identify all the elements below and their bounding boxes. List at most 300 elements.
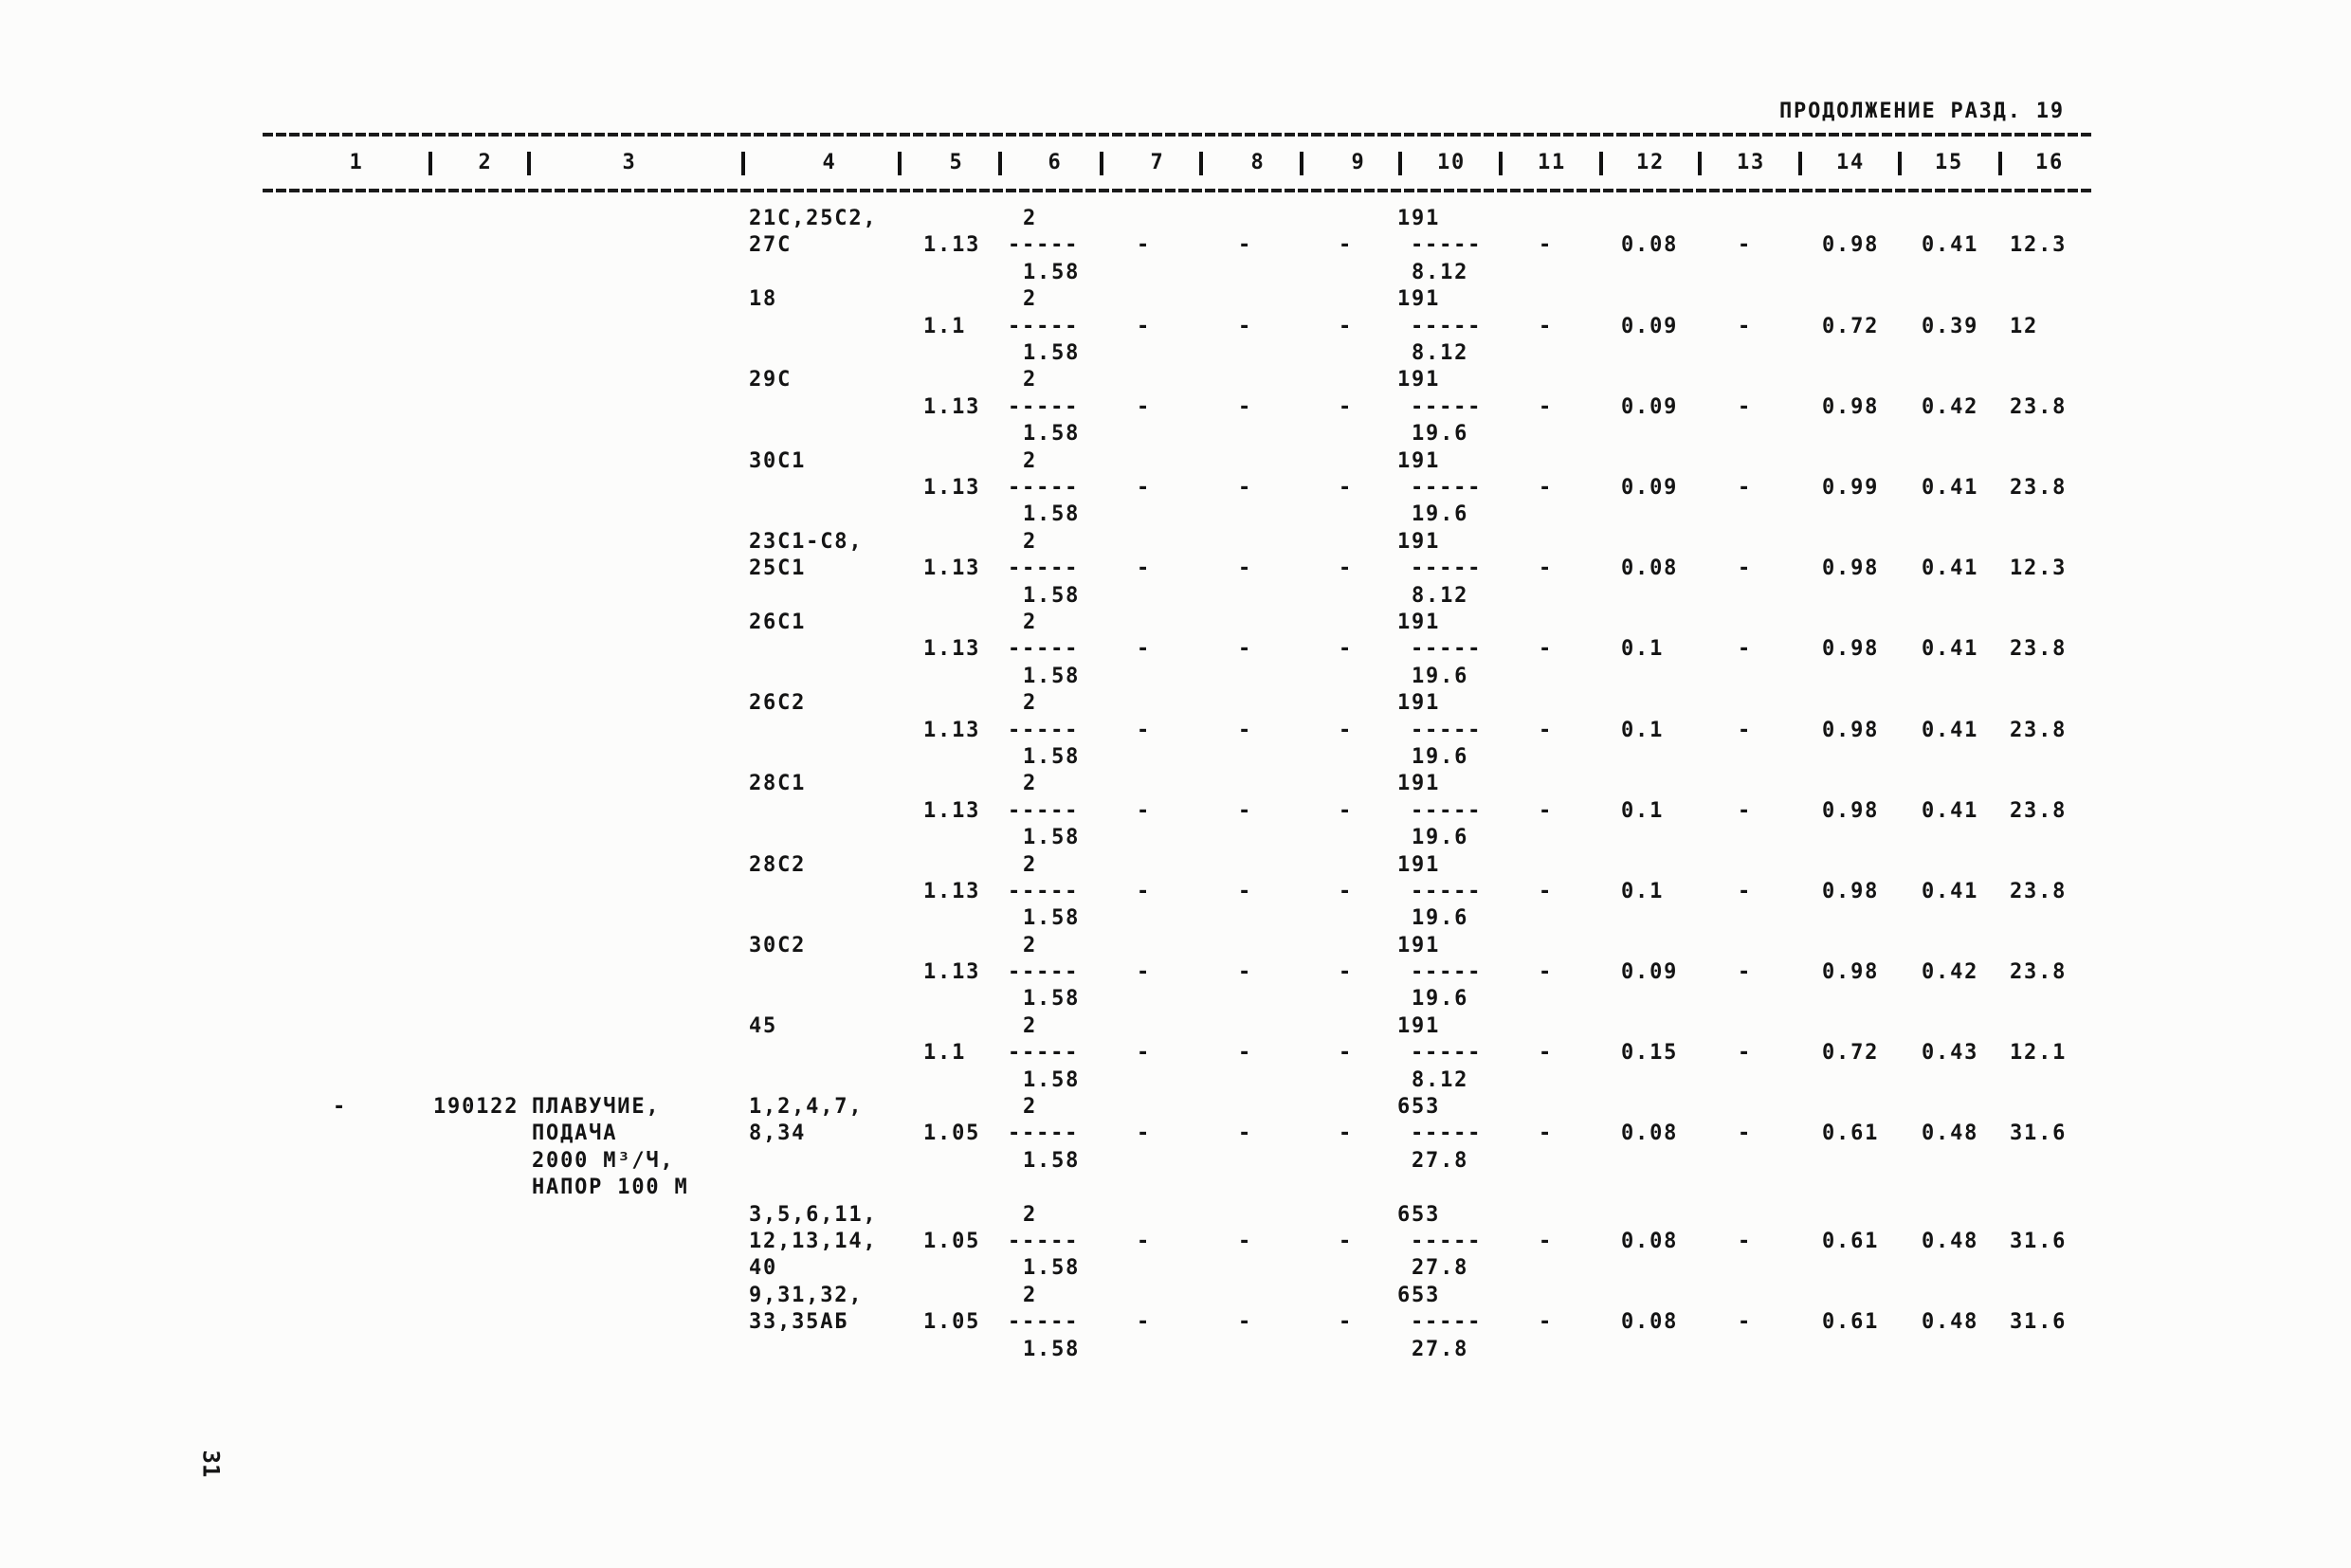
cell-col10-numerator: 191 bbox=[1397, 287, 1441, 312]
cell-col11: - bbox=[1539, 960, 1554, 985]
cell-col7: - bbox=[1137, 960, 1152, 985]
cell-col14: 0.61 bbox=[1822, 1121, 1880, 1146]
cell-col10-numerator: 191 bbox=[1397, 610, 1441, 634]
header-divider bbox=[1998, 152, 2002, 175]
table-row bbox=[0, 206, 2351, 286]
cell-col16: 23.8 bbox=[2010, 394, 2068, 419]
cell-col6-fraction-bar: ----- bbox=[1008, 879, 1080, 903]
cell-col13: - bbox=[1738, 233, 1753, 258]
cell-col8: - bbox=[1238, 798, 1253, 823]
header-divider bbox=[741, 152, 745, 175]
cell-col10-fraction-bar: ----- bbox=[1411, 1121, 1483, 1146]
cell-col6-numerator: 2 bbox=[1023, 1013, 1038, 1038]
cell-col10-fraction-bar: ----- bbox=[1411, 960, 1483, 985]
cell-col16: 23.8 bbox=[2010, 718, 2068, 742]
cell-col2: 190122 bbox=[433, 1095, 519, 1120]
cell-col14: 0.61 bbox=[1822, 1310, 1880, 1335]
cell-col13: - bbox=[1738, 556, 1753, 581]
cell-col12: 0.09 bbox=[1621, 314, 1679, 338]
cell-col10-fraction-bar: ----- bbox=[1411, 798, 1483, 823]
header-col-14: 14 bbox=[1835, 151, 1866, 174]
cell-col6-fraction-bar: ----- bbox=[1008, 394, 1080, 419]
cell-col8: - bbox=[1238, 1310, 1253, 1335]
cell-col6-numerator: 2 bbox=[1023, 933, 1038, 957]
cell-col14: 0.72 bbox=[1822, 1041, 1880, 1066]
cell-col10-denominator: 19.6 bbox=[1412, 502, 1469, 527]
cell-col4 bbox=[749, 286, 777, 313]
cell-col4 bbox=[749, 1094, 863, 1148]
cell-col15: 0.42 bbox=[1922, 960, 1979, 985]
cell-col9: - bbox=[1339, 637, 1354, 662]
cell-col10-denominator: 19.6 bbox=[1412, 664, 1469, 688]
cell-col6 bbox=[1008, 1283, 1080, 1363]
cell-col11: - bbox=[1539, 798, 1554, 823]
cell-col5: 1.05 bbox=[923, 1121, 981, 1146]
cell-col8: - bbox=[1238, 879, 1253, 903]
cell-col4-line: 27С bbox=[749, 233, 793, 258]
header-col-11: 11 bbox=[1537, 151, 1567, 174]
cell-col9: - bbox=[1339, 314, 1354, 338]
cell-col9: - bbox=[1339, 1121, 1354, 1146]
cell-col5: 1.13 bbox=[923, 879, 981, 903]
table-row bbox=[0, 448, 2351, 529]
header-col-15: 15 bbox=[1934, 151, 1964, 174]
cell-col4-line: 23С1-С8, bbox=[749, 529, 864, 554]
cell-col6 bbox=[1008, 690, 1080, 771]
table-row bbox=[0, 1094, 2351, 1202]
cell-col5: 1.1 bbox=[923, 1041, 967, 1066]
cell-col8: - bbox=[1238, 314, 1253, 338]
header-divider bbox=[1199, 152, 1203, 175]
header-col-9: 9 bbox=[1351, 151, 1366, 174]
cell-col13: - bbox=[1738, 394, 1753, 419]
header-col-3: 3 bbox=[622, 151, 637, 174]
cell-col6-numerator: 2 bbox=[1023, 852, 1038, 877]
cell-col7: - bbox=[1137, 1230, 1152, 1254]
cell-col8: - bbox=[1238, 718, 1253, 742]
cell-col10 bbox=[1397, 448, 1482, 529]
cell-col7: - bbox=[1137, 1310, 1152, 1335]
cell-col13: - bbox=[1738, 1041, 1753, 1066]
cell-col6-fraction-bar: ----- bbox=[1008, 1230, 1080, 1254]
cell-col6-fraction-bar: ----- bbox=[1008, 718, 1080, 742]
table-row bbox=[0, 1202, 2351, 1283]
cell-col4-line: 9,31,32, bbox=[749, 1283, 864, 1307]
table-row bbox=[0, 610, 2351, 690]
cell-col10-numerator: 191 bbox=[1397, 207, 1441, 230]
cell-col5: 1.1 bbox=[923, 314, 967, 338]
cell-col9: - bbox=[1339, 1041, 1354, 1066]
cell-col16: 12 bbox=[2010, 314, 2039, 338]
cell-col6-numerator: 2 bbox=[1023, 207, 1038, 230]
cell-col6-fraction-bar: ----- bbox=[1008, 233, 1080, 258]
header-col-10: 10 bbox=[1436, 151, 1467, 174]
cell-col10-fraction-bar: ----- bbox=[1411, 1310, 1483, 1335]
cell-col4-line: 45 bbox=[749, 1013, 778, 1038]
cell-col7: - bbox=[1137, 556, 1152, 581]
cell-col6-numerator: 2 bbox=[1023, 448, 1038, 473]
cell-col11: - bbox=[1539, 1230, 1554, 1254]
cell-col9: - bbox=[1339, 475, 1354, 500]
cell-col11: - bbox=[1539, 394, 1554, 419]
cell-col5: 1.13 bbox=[923, 556, 981, 581]
cell-col5: 1.13 bbox=[923, 960, 981, 985]
cell-col10-fraction-bar: ----- bbox=[1411, 394, 1483, 419]
cell-col5: 1.13 bbox=[923, 798, 981, 823]
cell-col7: - bbox=[1137, 314, 1152, 338]
cell-col10-denominator: 8.12 bbox=[1412, 1067, 1469, 1092]
cell-col10-numerator: 191 bbox=[1397, 529, 1441, 554]
table-row bbox=[0, 852, 2351, 933]
cell-col4 bbox=[749, 367, 792, 393]
cell-col8: - bbox=[1238, 475, 1253, 500]
cell-col4 bbox=[749, 690, 806, 717]
cell-col6-denominator: 1.58 bbox=[1023, 502, 1081, 527]
header-divider bbox=[1698, 152, 1702, 175]
cell-col10-fraction-bar: ----- bbox=[1411, 637, 1483, 662]
cell-col12: 0.1 bbox=[1621, 637, 1665, 662]
cell-col6-fraction-bar: ----- bbox=[1008, 960, 1080, 985]
cell-col6 bbox=[1008, 1094, 1080, 1175]
cell-col10 bbox=[1397, 286, 1482, 367]
cell-col6-numerator: 2 bbox=[1023, 368, 1038, 392]
cell-col13: - bbox=[1738, 475, 1753, 500]
cell-col15: 0.48 bbox=[1922, 1230, 1979, 1254]
cell-col10-denominator: 27.8 bbox=[1412, 1148, 1469, 1173]
cell-col12: 0.08 bbox=[1621, 1310, 1679, 1335]
cell-col10 bbox=[1397, 933, 1482, 1013]
cell-col10 bbox=[1397, 1013, 1482, 1094]
cell-col6-denominator: 1.58 bbox=[1023, 1256, 1081, 1281]
cell-col14: 0.99 bbox=[1822, 475, 1880, 500]
cell-col4 bbox=[749, 206, 877, 260]
cell-col6-fraction-bar: ----- bbox=[1008, 798, 1080, 823]
cell-col11: - bbox=[1539, 475, 1554, 500]
header-col-7: 7 bbox=[1150, 151, 1165, 174]
cell-col9: - bbox=[1339, 1310, 1354, 1335]
header-divider bbox=[1100, 152, 1103, 175]
cell-col10-fraction-bar: ----- bbox=[1411, 556, 1483, 581]
cell-col10-denominator: 8.12 bbox=[1412, 260, 1469, 284]
cell-col10-denominator: 19.6 bbox=[1412, 744, 1469, 769]
cell-col11: - bbox=[1539, 1121, 1554, 1146]
cell-col4-line: 40 bbox=[749, 1256, 778, 1281]
header-col-6: 6 bbox=[1048, 151, 1063, 174]
cell-col12: 0.08 bbox=[1621, 233, 1679, 258]
cell-col10-numerator: 191 bbox=[1397, 852, 1441, 877]
section-continuation-heading: ПРОДОЛЖЕНИЕ РАЗД. 19 bbox=[1779, 100, 2065, 123]
cell-col13: - bbox=[1738, 1310, 1753, 1335]
cell-col6 bbox=[1008, 1013, 1080, 1094]
cell-col7: - bbox=[1137, 475, 1152, 500]
cell-col7: - bbox=[1137, 637, 1152, 662]
cell-col14: 0.98 bbox=[1822, 556, 1880, 581]
cell-col10-denominator: 8.12 bbox=[1412, 340, 1469, 365]
header-col-1: 1 bbox=[349, 151, 364, 174]
cell-col15: 0.48 bbox=[1922, 1310, 1979, 1335]
table-row bbox=[0, 690, 2351, 771]
cell-col6-denominator: 1.58 bbox=[1023, 826, 1081, 850]
cell-col15: 0.41 bbox=[1922, 233, 1979, 258]
cell-col10 bbox=[1397, 610, 1482, 690]
cell-col15: 0.42 bbox=[1922, 394, 1979, 419]
cell-col7: - bbox=[1137, 879, 1152, 903]
cell-col6-fraction-bar: ----- bbox=[1008, 1121, 1080, 1146]
cell-col15: 0.41 bbox=[1922, 637, 1979, 662]
header-divider bbox=[998, 152, 1002, 175]
cell-col5: 1.13 bbox=[923, 475, 981, 500]
cell-col3-line: 2000 М³/Ч, bbox=[532, 1148, 675, 1173]
cell-col12: 0.08 bbox=[1621, 556, 1679, 581]
cell-col16: 12.3 bbox=[2010, 233, 2068, 258]
header-col-5: 5 bbox=[949, 151, 964, 174]
cell-col10-fraction-bar: ----- bbox=[1411, 879, 1483, 903]
cell-col6-denominator: 1.58 bbox=[1023, 583, 1081, 608]
cell-col16: 12.1 bbox=[2010, 1041, 2068, 1066]
cell-col6-numerator: 2 bbox=[1023, 610, 1038, 634]
cell-col12: 0.09 bbox=[1621, 394, 1679, 419]
cell-col14: 0.98 bbox=[1822, 233, 1880, 258]
cell-col11: - bbox=[1539, 233, 1554, 258]
cell-col10-numerator: 653 bbox=[1397, 1095, 1441, 1120]
cell-col5: 1.13 bbox=[923, 233, 981, 258]
table-row bbox=[0, 1283, 2351, 1363]
cell-col12: 0.15 bbox=[1621, 1041, 1679, 1066]
cell-col6 bbox=[1008, 529, 1080, 610]
header-divider bbox=[428, 152, 432, 175]
cell-col4-line: 26С2 bbox=[749, 691, 807, 716]
header-col-4: 4 bbox=[822, 151, 837, 174]
cell-col10 bbox=[1397, 206, 1482, 286]
cell-col11: - bbox=[1539, 314, 1554, 338]
cell-col9: - bbox=[1339, 233, 1354, 258]
cell-col6-numerator: 2 bbox=[1023, 1283, 1038, 1307]
cell-col10 bbox=[1397, 852, 1482, 933]
cell-col9: - bbox=[1339, 556, 1354, 581]
cell-col11: - bbox=[1539, 879, 1554, 903]
cell-col11: - bbox=[1539, 556, 1554, 581]
cell-col4-line: 33,35АБ bbox=[749, 1310, 849, 1335]
cell-col6-denominator: 1.58 bbox=[1023, 1337, 1081, 1361]
cell-col7: - bbox=[1137, 718, 1152, 742]
cell-col6 bbox=[1008, 933, 1080, 1013]
cell-col11: - bbox=[1539, 1041, 1554, 1066]
cell-col10-numerator: 191 bbox=[1397, 1013, 1441, 1038]
cell-col6 bbox=[1008, 1202, 1080, 1283]
cell-col16: 31.6 bbox=[2010, 1310, 2068, 1335]
cell-col10 bbox=[1397, 1283, 1482, 1363]
cell-col6-numerator: 2 bbox=[1023, 691, 1038, 716]
cell-col7: - bbox=[1137, 798, 1152, 823]
cell-col5: 1.13 bbox=[923, 637, 981, 662]
cell-col6-numerator: 2 bbox=[1023, 1095, 1038, 1120]
cell-col10 bbox=[1397, 771, 1482, 851]
cell-col16: 23.8 bbox=[2010, 798, 2068, 823]
header-divider bbox=[1599, 152, 1603, 175]
cell-col6-fraction-bar: ----- bbox=[1008, 1041, 1080, 1066]
cell-col13: - bbox=[1738, 1230, 1753, 1254]
cell-col9: - bbox=[1339, 879, 1354, 903]
cell-col6 bbox=[1008, 610, 1080, 690]
cell-col15: 0.41 bbox=[1922, 879, 1979, 903]
cell-col13: - bbox=[1738, 314, 1753, 338]
cell-col15: 0.43 bbox=[1922, 1041, 1979, 1066]
cell-col4-line: 28С2 bbox=[749, 852, 807, 877]
table-row bbox=[0, 771, 2351, 851]
cell-col10-denominator: 27.8 bbox=[1412, 1256, 1469, 1281]
cell-col10-denominator: 8.12 bbox=[1412, 583, 1469, 608]
cell-col4 bbox=[749, 610, 806, 636]
header-divider bbox=[1898, 152, 1902, 175]
cell-col15: 0.48 bbox=[1922, 1121, 1979, 1146]
header-col-8: 8 bbox=[1250, 151, 1266, 174]
cell-col10-numerator: 191 bbox=[1397, 933, 1441, 957]
cell-col13: - bbox=[1738, 960, 1753, 985]
header-col-2: 2 bbox=[478, 151, 493, 174]
cell-col14: 0.61 bbox=[1822, 1230, 1880, 1254]
cell-col16: 12.3 bbox=[2010, 556, 2068, 581]
cell-col4-line: 29С bbox=[749, 368, 793, 392]
cell-col10-fraction-bar: ----- bbox=[1411, 1041, 1483, 1066]
cell-col10-numerator: 191 bbox=[1397, 448, 1441, 473]
cell-col6 bbox=[1008, 771, 1080, 851]
cell-col15: 0.41 bbox=[1922, 798, 1979, 823]
cell-col16: 31.6 bbox=[2010, 1230, 2068, 1254]
cell-col11: - bbox=[1539, 637, 1554, 662]
cell-col16: 31.6 bbox=[2010, 1121, 2068, 1146]
cell-col8: - bbox=[1238, 960, 1253, 985]
table-body bbox=[0, 206, 2351, 1363]
cell-col4-line: 25С1 bbox=[749, 556, 807, 581]
cell-col5: 1.05 bbox=[923, 1310, 981, 1335]
cell-col4 bbox=[749, 852, 806, 879]
header-col-12: 12 bbox=[1635, 151, 1666, 174]
page-number: 31 bbox=[197, 1449, 225, 1478]
cell-col8: - bbox=[1238, 556, 1253, 581]
cell-col5: 1.05 bbox=[923, 1230, 981, 1254]
cell-col6-fraction-bar: ----- bbox=[1008, 475, 1080, 500]
cell-col14: 0.98 bbox=[1822, 798, 1880, 823]
header-divider bbox=[1499, 152, 1503, 175]
cell-col6-denominator: 1.58 bbox=[1023, 906, 1081, 931]
table-row bbox=[0, 529, 2351, 610]
cell-col10-fraction-bar: ----- bbox=[1411, 718, 1483, 742]
cell-col16: 23.8 bbox=[2010, 637, 2068, 662]
cell-col10-denominator: 19.6 bbox=[1412, 826, 1469, 850]
header-col-16: 16 bbox=[2034, 151, 2065, 174]
cell-col4 bbox=[749, 1283, 863, 1337]
cell-col6-fraction-bar: ----- bbox=[1008, 637, 1080, 662]
cell-col12: 0.1 bbox=[1621, 879, 1665, 903]
cell-col5: 1.13 bbox=[923, 718, 981, 742]
cell-col6 bbox=[1008, 206, 1080, 286]
cell-col7: - bbox=[1137, 394, 1152, 419]
cell-col12: 0.08 bbox=[1621, 1230, 1679, 1254]
cell-col13: - bbox=[1738, 879, 1753, 903]
cell-col9: - bbox=[1339, 960, 1354, 985]
cell-col14: 0.98 bbox=[1822, 637, 1880, 662]
cell-col4-line: 26С1 bbox=[749, 610, 807, 634]
cell-col16: 23.8 bbox=[2010, 960, 2068, 985]
cell-col6 bbox=[1008, 286, 1080, 367]
cell-col10-denominator: 19.6 bbox=[1412, 987, 1469, 1012]
cell-col14: 0.98 bbox=[1822, 960, 1880, 985]
cell-col10 bbox=[1397, 367, 1482, 447]
cell-col5: 1.13 bbox=[923, 394, 981, 419]
cell-col6-denominator: 1.58 bbox=[1023, 1148, 1081, 1173]
cell-col12: 0.09 bbox=[1621, 475, 1679, 500]
cell-col16: 23.8 bbox=[2010, 879, 2068, 903]
cell-col10-fraction-bar: ----- bbox=[1411, 314, 1483, 338]
cell-col10-fraction-bar: ----- bbox=[1411, 475, 1483, 500]
cell-col14: 0.98 bbox=[1822, 394, 1880, 419]
cell-col10-numerator: 191 bbox=[1397, 691, 1441, 716]
cell-col7: - bbox=[1137, 233, 1152, 258]
cell-col10-numerator: 653 bbox=[1397, 1202, 1441, 1227]
cell-col3-line: НАПОР 100 М bbox=[532, 1176, 689, 1200]
cell-col10-fraction-bar: ----- bbox=[1411, 1230, 1483, 1254]
cell-col10-fraction-bar: ----- bbox=[1411, 233, 1483, 258]
cell-col15: 0.41 bbox=[1922, 475, 1979, 500]
cell-col6-denominator: 1.58 bbox=[1023, 744, 1081, 769]
cell-col7: - bbox=[1137, 1041, 1152, 1066]
cell-col9: - bbox=[1339, 718, 1354, 742]
header-divider bbox=[1398, 152, 1402, 175]
cell-col4 bbox=[749, 448, 806, 475]
cell-col6-numerator: 2 bbox=[1023, 529, 1038, 554]
table-row bbox=[0, 933, 2351, 1013]
cell-col9: - bbox=[1339, 798, 1354, 823]
cell-col8: - bbox=[1238, 1121, 1253, 1146]
cell-col10 bbox=[1397, 1094, 1482, 1175]
cell-col4 bbox=[749, 933, 806, 959]
cell-col14: 0.98 bbox=[1822, 718, 1880, 742]
table-row bbox=[0, 1013, 2351, 1094]
cell-col6 bbox=[1008, 448, 1080, 529]
cell-col13: - bbox=[1738, 1121, 1753, 1146]
cell-col12: 0.08 bbox=[1621, 1121, 1679, 1146]
cell-col7: - bbox=[1137, 1121, 1152, 1146]
cell-col10 bbox=[1397, 690, 1482, 771]
cell-col10-denominator: 27.8 bbox=[1412, 1337, 1469, 1361]
cell-col13: - bbox=[1738, 798, 1753, 823]
cell-col10-numerator: 191 bbox=[1397, 772, 1441, 796]
cell-col11: - bbox=[1539, 1310, 1554, 1335]
header-divider bbox=[1798, 152, 1802, 175]
cell-col6-numerator: 2 bbox=[1023, 772, 1038, 796]
header-rule-top bbox=[263, 133, 2091, 137]
header-divider bbox=[1300, 152, 1303, 175]
cell-col3 bbox=[532, 1094, 689, 1202]
cell-col6-denominator: 1.58 bbox=[1023, 1067, 1081, 1092]
cell-col10 bbox=[1397, 529, 1482, 610]
cell-col4-line: 18 bbox=[749, 287, 778, 312]
cell-col3-line: ПОДАЧА bbox=[532, 1121, 618, 1146]
cell-col8: - bbox=[1238, 394, 1253, 419]
cell-col14: 0.72 bbox=[1822, 314, 1880, 338]
cell-col10 bbox=[1397, 1202, 1482, 1283]
cell-col4 bbox=[749, 1202, 877, 1283]
cell-col6-numerator: 2 bbox=[1023, 287, 1038, 312]
cell-col14: 0.98 bbox=[1822, 879, 1880, 903]
cell-col4-line: 1,2,4,7, bbox=[749, 1095, 864, 1120]
cell-col9: - bbox=[1339, 1230, 1354, 1254]
cell-col6-denominator: 1.58 bbox=[1023, 260, 1081, 284]
cell-col4 bbox=[749, 771, 806, 797]
header-divider bbox=[898, 152, 902, 175]
cell-col8: - bbox=[1238, 1230, 1253, 1254]
header-divider bbox=[527, 152, 531, 175]
